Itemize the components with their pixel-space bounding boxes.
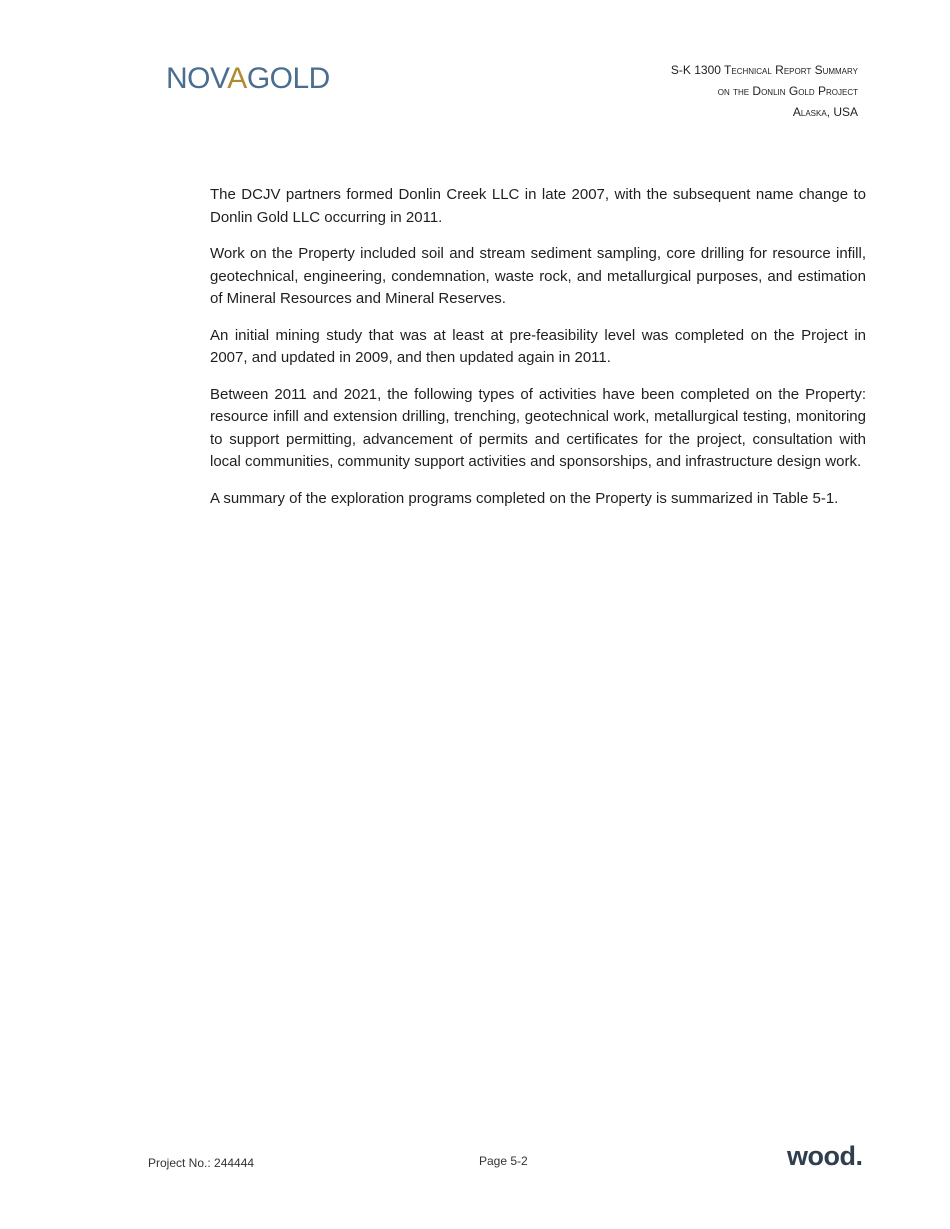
- project-number: Project No.: 244444: [148, 1156, 255, 1170]
- paragraph: Work on the Property included soil and stream sediment sampling, core drilling for resource infill, geotechnical, engineering, condemnation, waste rock, and metallurgical purposes, and estimation of Mineral Resources and Mineral Reserves.: [210, 245, 866, 307]
- paragraph: A summary of the exploration programs completed on the Property is summarized in Table 5-1.: [210, 489, 839, 507]
- body-text: [210, 184, 866, 524]
- logo-text-part3: GOLD: [246, 62, 330, 95]
- logo-text-part1: NOV: [166, 62, 228, 95]
- paragraph: The DCJV partners formed Donlin Creek LLC in late 2007, with the subsequent name change to Donlin Gold LLC occurring in 2011.: [210, 186, 866, 226]
- report-title-line1: S-K 1300 Technical Report Summary: [670, 63, 858, 77]
- report-header: [671, 60, 858, 123]
- logo-text-part2: A: [227, 62, 247, 95]
- wood-logo: wood.: [787, 1141, 863, 1171]
- page-number: Page 5-2: [479, 1154, 528, 1168]
- paragraph: An initial mining study that was at least at pre-feasibility level was completed on the Project in 2007, and updated in 2009, and then updated again in 2011.: [210, 326, 866, 366]
- report-title-line3: Alaska, USA: [792, 105, 858, 119]
- report-title-line2: on the Donlin Gold Project: [717, 84, 858, 98]
- paragraph: Between 2011 and 2021, the following types of activities have been completed on the Property: resource infill and extension drilling, trenching, geotechnical work, metallurgical testing, monitoring to support permitting, advancement of permits and certificates for the project, consultation with local communities, community support activities and sponsorships, and infrastructure design work.: [210, 385, 866, 470]
- novagold-logo: [166, 64, 330, 94]
